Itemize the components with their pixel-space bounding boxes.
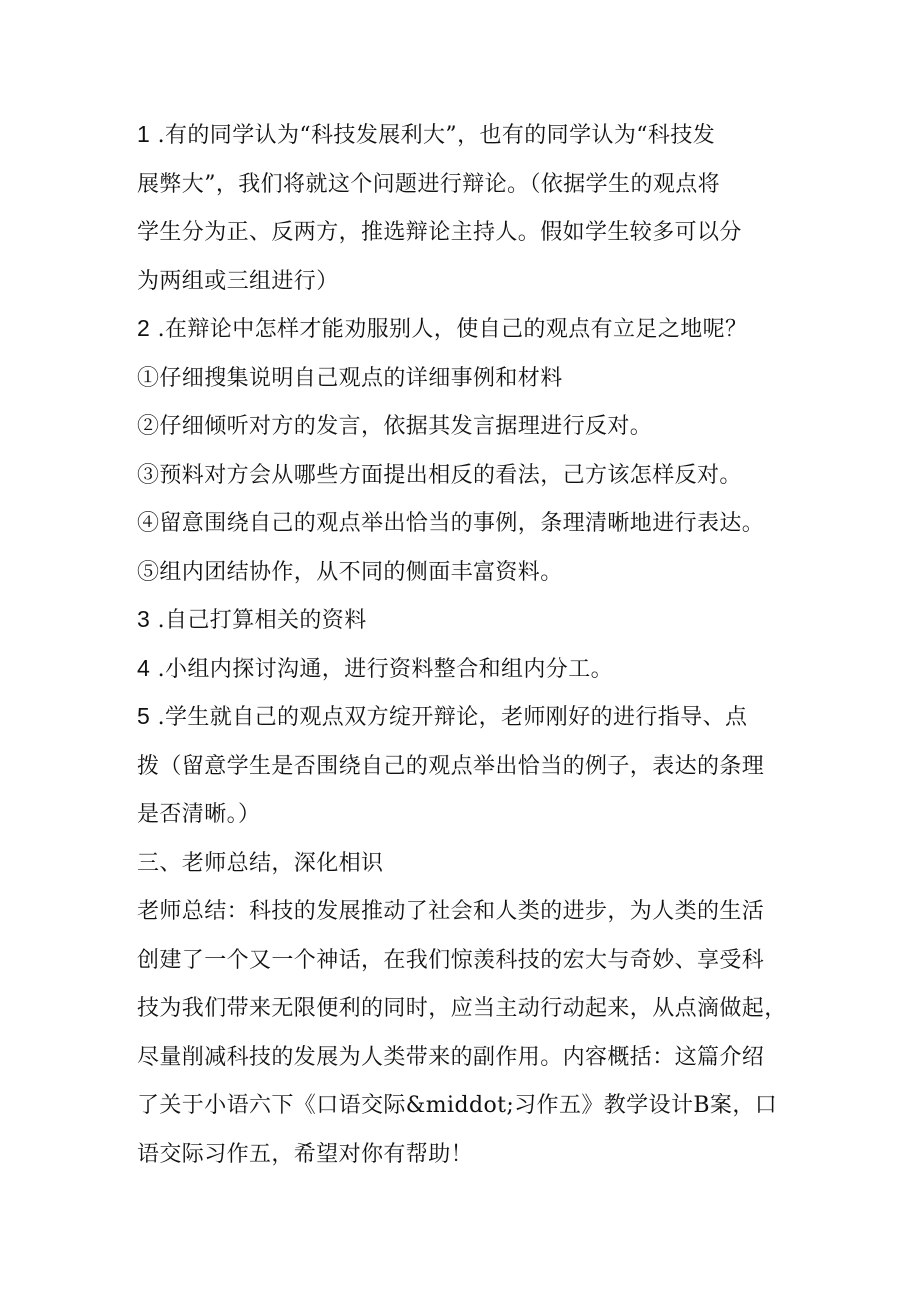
line-text: .自己打算相关的资料 [150,608,367,633]
text-line [137,498,787,547]
text-line [137,304,787,353]
line-text: .小组内探讨沟通，进行资料整合和组内分工。 [150,656,613,682]
text-line [137,595,787,644]
item-number: 2 [137,315,151,341]
text-line [137,159,787,208]
line-text: 技为我们带来无限便利的同时，应当主动行动起来，从点滴做起， [137,996,787,1021]
text-line [137,741,787,790]
line-text: 语交际习作五，希望对你有帮助！ [137,1141,474,1167]
line-text: ③预料对方会从哪些方面提出相反的看法，己方该怎样反对。 [137,462,742,488]
line-text: 是否清晰。） [137,802,261,827]
line-text: 老师总结：科技的发展推动了社会和人类的进步，为人类的生活 [137,899,765,924]
document-body [137,110,787,1177]
line-text: 为两组或三组进行） [137,268,339,294]
line-text: .在辩论中怎样才能劝服别人，使自己的观点有立足之地呢？ [150,317,748,342]
text-line [137,886,787,935]
line-text: .有的同学认为“科技发展利大”，也有的同学认为“科技发 [150,123,716,148]
line-text: ②仔细倾听对方的发言，依据其发言据理进行反对。 [137,414,653,439]
line-text: 尽量削减科技的发展为人类带来的副作用。内容概括：这篇介绍 [137,1044,765,1070]
text-line [137,1032,787,1081]
text-line [137,401,787,450]
line-text: 展弊大”，我们将就这个问题进行辩论。（依据学生的观点将 [137,171,721,197]
item-number: 1 [137,121,151,147]
line-text: 创建了一个又一个神话，在我们惊羡科技的宏大与奇妙、享受科 [137,947,765,973]
text-line [137,1129,787,1178]
item-number: 3 [137,606,151,632]
text-line [137,110,787,159]
text-line [137,256,787,305]
text-line [137,1080,787,1129]
text-line [137,547,787,596]
text-line [137,935,787,984]
line-text: 拨（留意学生是否围绕自己的观点举出恰当的例子，表达的条理 [137,753,765,779]
text-line [137,692,787,741]
text-line [137,450,787,499]
text-line [137,644,787,693]
line-text: 三、老师总结，深化相识 [137,850,384,876]
line-text: ⑤组内团结协作，从不同的侧面丰富资料。 [137,559,563,585]
item-number: 5 [137,703,151,729]
text-line [137,838,787,887]
line-text: ④留意围绕自己的观点举出恰当的事例，条理清晰地进行表达。 [137,511,765,536]
text-line [137,983,787,1032]
line-text: 了关于小语六下《口语交际&middot;习作五》教学设计B案，口 [137,1093,778,1118]
text-line [137,353,787,402]
text-line [137,789,787,838]
line-text: .学生就自己的观点双方绽开辩论，老师刚好的进行指导、点 [150,705,748,730]
item-number: 4 [137,654,151,681]
text-line [137,207,787,256]
line-text: 学生分为正、反两方，推选辩论主持人。假如学生较多可以分 [137,220,742,245]
line-text: ①仔细搜集说明自己观点的详细事例和材料 [137,365,563,391]
